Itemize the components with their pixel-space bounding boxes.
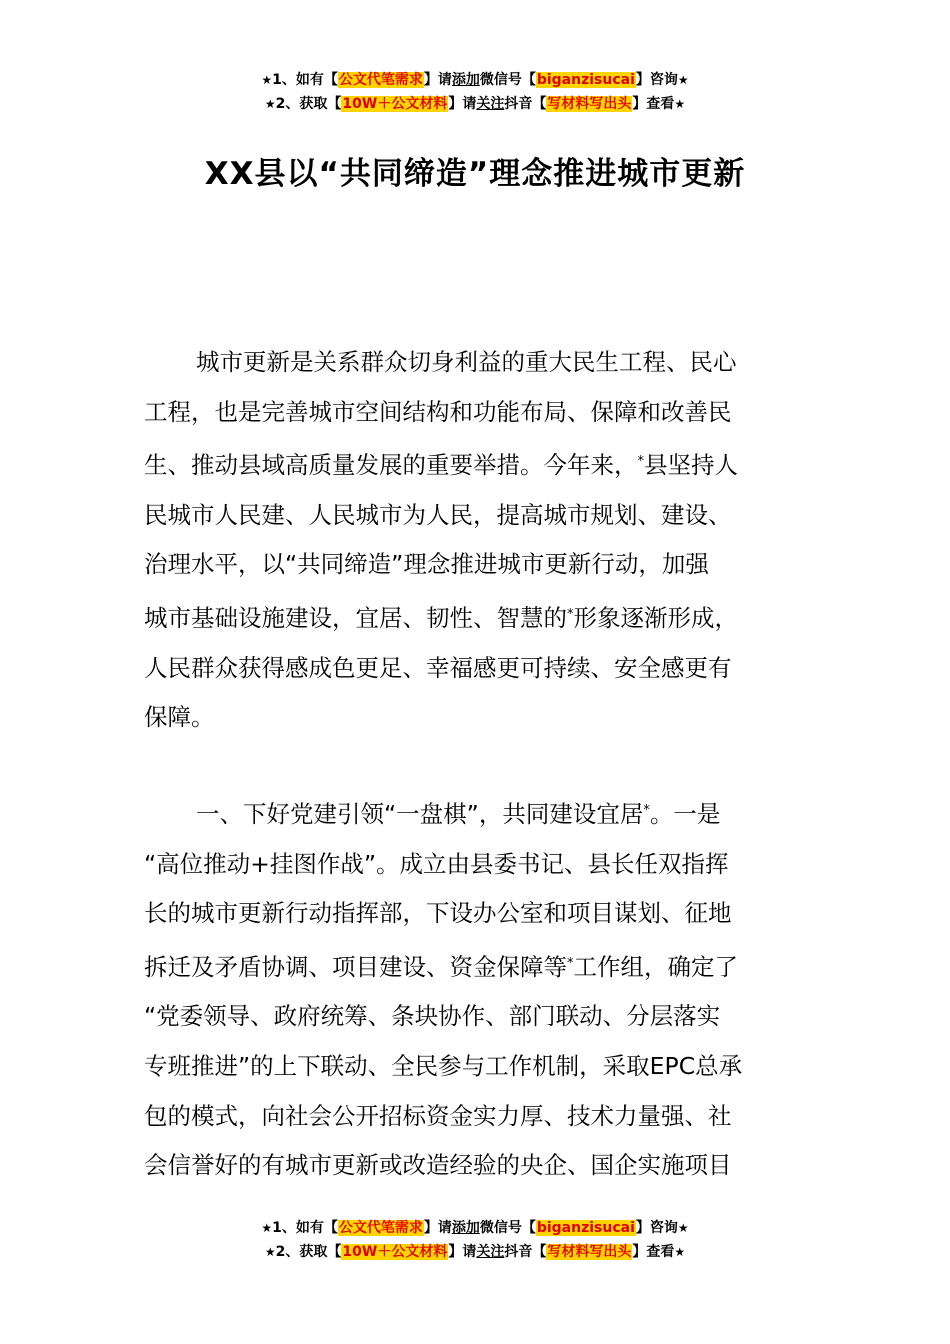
promo-text: 】请 <box>423 72 452 88</box>
placeholder-mark: * <box>637 454 644 470</box>
text-line: “党委领导、政府统筹、条块协作、部门联动、分层落实 <box>144 1002 721 1031</box>
text-line: 专班推进”的上下联动、全民参与工作机制，采取EPC总承 <box>144 1051 743 1080</box>
text-line: 工程，也是完善城市空间结构和功能布局、保障和改善民 <box>144 397 732 426</box>
promo-text: 2、获取【 <box>275 1244 342 1260</box>
text-line: 拆迁及矛盾协调、项目建设、资金保障等*工作组，确定了 <box>144 952 738 981</box>
underlined-follow: 关注 <box>476 96 505 112</box>
promo-text: 微信号【 <box>479 72 536 88</box>
promo-text: 抖音【 <box>504 96 547 112</box>
promo-line-2 <box>0 92 950 116</box>
promo-banner-top <box>0 68 950 116</box>
highlight-wechat-id: biganzisucai <box>536 72 635 88</box>
underlined-add: 添加 <box>451 1220 480 1236</box>
underlined-add: 添加 <box>451 72 480 88</box>
text-line: 民城市人民建、人民城市为人民，提高城市规划、建设、 <box>144 500 732 529</box>
promo-line-1 <box>0 1216 950 1240</box>
star-icon: ★ <box>677 73 689 87</box>
promo-text: 1、如有【 <box>272 1220 338 1236</box>
promo-text: 1、如有【 <box>272 72 338 88</box>
paragraph-intro <box>144 338 808 743</box>
star-icon: ★ <box>261 1221 273 1235</box>
text-line: 治理水平，以“共同缔造”理念推进城市更新行动，加强 <box>144 550 709 579</box>
star-icon: ★ <box>264 1245 276 1259</box>
text-line: 一、下好党建引领“一盘棋”，共同建设宜居*。一是 <box>196 800 721 828</box>
text-line: 长的城市更新行动指挥部，下设办公室和项目谋划、征地 <box>144 899 732 928</box>
promo-text: 】咨询 <box>635 72 678 88</box>
placeholder-mark: * <box>567 955 574 971</box>
text-line: 城市基础设施建设，宜居、韧性、智慧的*形象逐渐形成， <box>144 603 738 632</box>
highlight-materials: 10W＋公文材料 <box>342 96 448 112</box>
text-line: 人民群众获得感成色更足、幸福感更可持续、安全感更有 <box>144 653 732 682</box>
highlight-wechat-id: biganzisucai <box>536 1220 635 1236</box>
promo-line-1 <box>0 68 950 92</box>
promo-text: 】请 <box>448 1244 477 1260</box>
text-line: 生、推动县域高质量发展的重要举措。今年来，*县坚持人 <box>144 451 738 480</box>
star-icon: ★ <box>264 97 276 111</box>
promo-text: 】请 <box>448 96 477 112</box>
text-line: 保障。 <box>144 703 215 732</box>
placeholder-mark: * <box>567 606 574 622</box>
promo-text: 】查看 <box>632 1244 675 1260</box>
highlight-writing-service: 公文代笔需求 <box>338 72 423 88</box>
text-line: “高位推动+挂图作战”。成立由县委书记、县长任双指挥 <box>144 849 729 878</box>
document-title: XX县以“共同缔造”理念推进城市更新 <box>204 156 746 192</box>
text-line: 会信誉好的有城市更新或改造经验的央企、国企实施项目 <box>144 1151 732 1180</box>
highlight-douyin-account: 写材料写出头 <box>547 1244 632 1260</box>
placeholder-mark: * <box>643 803 650 818</box>
promo-line-2 <box>0 1240 950 1264</box>
promo-text: 】请 <box>423 1220 452 1236</box>
underlined-follow: 关注 <box>476 1244 505 1260</box>
star-icon: ★ <box>674 1245 686 1259</box>
paragraph-section-one <box>144 786 808 1191</box>
promo-text: 抖音【 <box>504 1244 547 1260</box>
text-line: 包的模式，向社会公开招标资金实力厚、技术力量强、社 <box>144 1101 732 1130</box>
star-icon: ★ <box>674 97 686 111</box>
highlight-writing-service: 公文代笔需求 <box>338 1220 423 1236</box>
star-icon: ★ <box>261 73 273 87</box>
star-icon: ★ <box>677 1221 689 1235</box>
promo-text: 】查看 <box>632 96 675 112</box>
promo-banner-bottom <box>0 1216 950 1264</box>
promo-text: 】咨询 <box>635 1220 678 1236</box>
promo-text: 2、获取【 <box>275 96 342 112</box>
text-line: 城市更新是关系群众切身利益的重大民生工程、民心 <box>196 348 737 376</box>
highlight-materials: 10W＋公文材料 <box>342 1244 448 1260</box>
promo-text: 微信号【 <box>479 1220 536 1236</box>
highlight-douyin-account: 写材料写出头 <box>547 96 632 112</box>
